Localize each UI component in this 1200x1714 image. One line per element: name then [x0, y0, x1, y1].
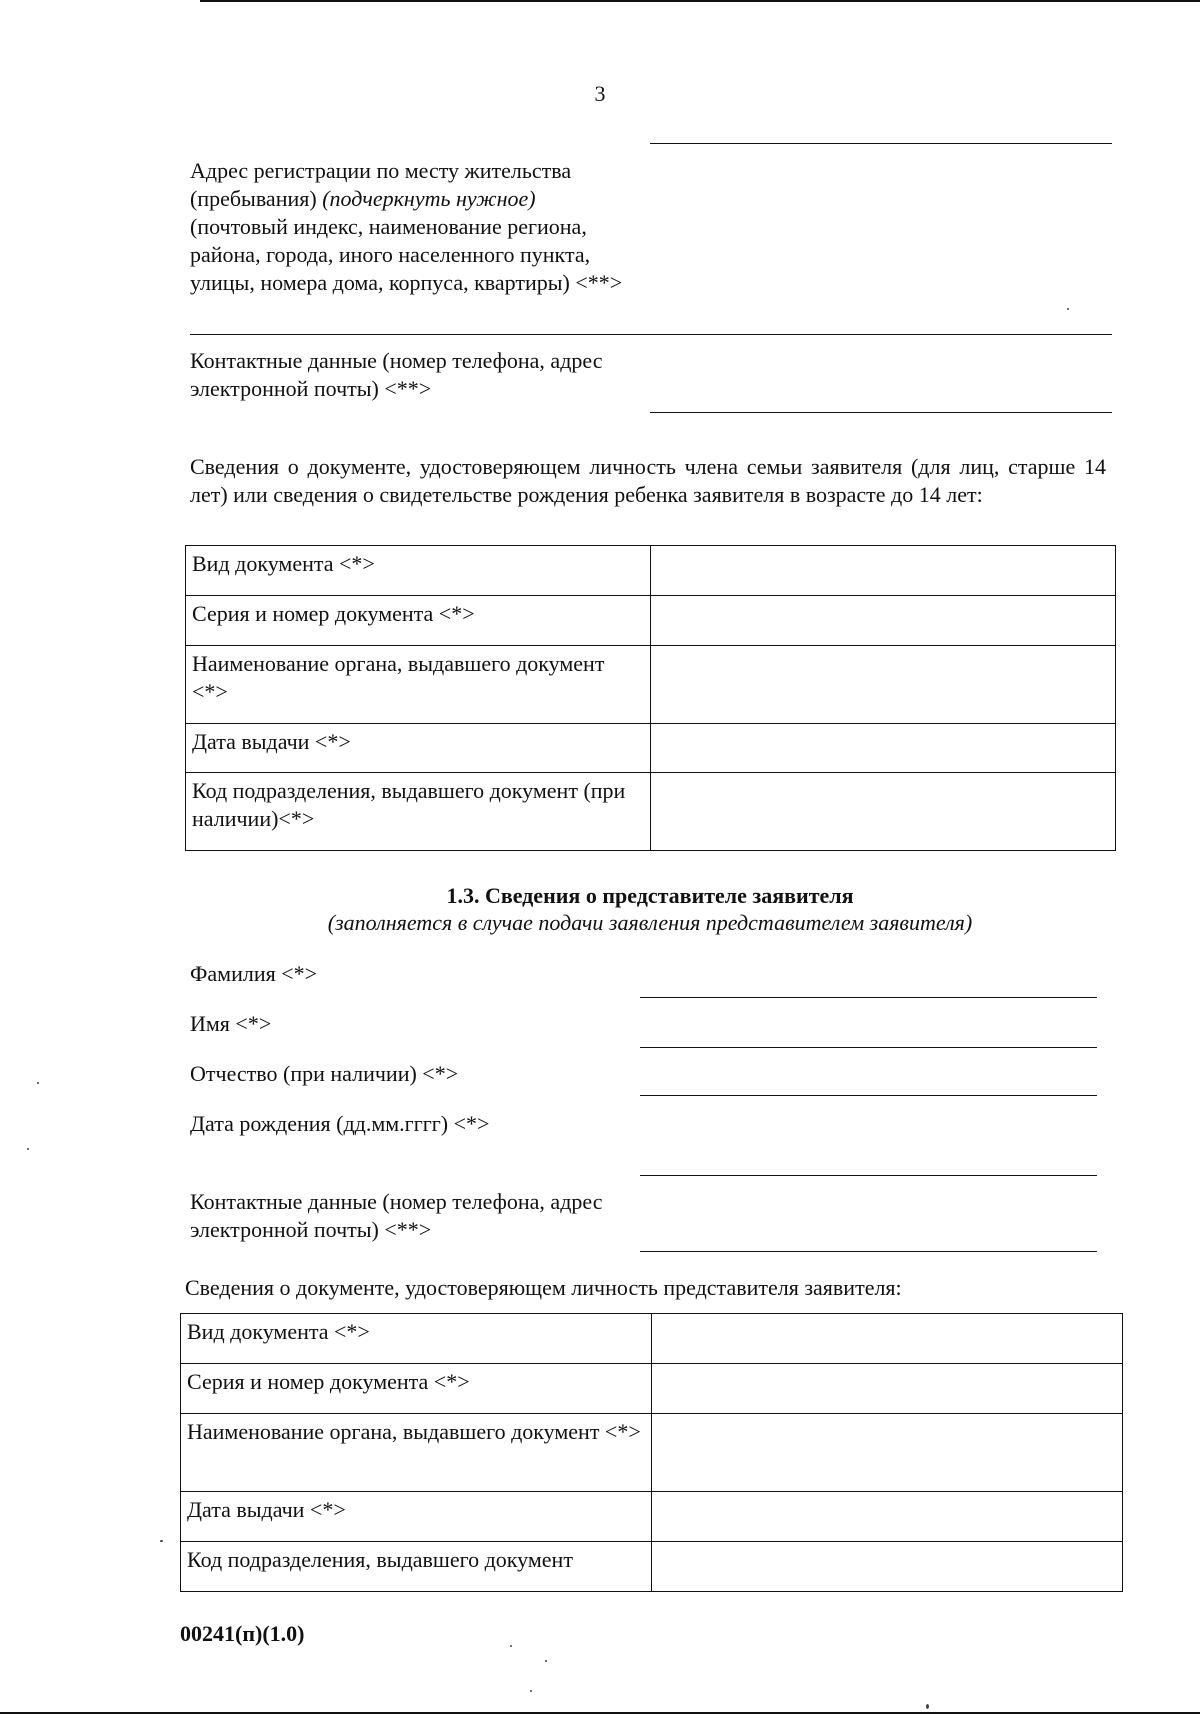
family-doc-value-type[interactable]	[651, 546, 1116, 596]
family-doc-value-date[interactable]	[651, 724, 1116, 773]
scan-speck	[530, 1690, 532, 1692]
family-doc-value-dept-code[interactable]	[651, 773, 1116, 851]
rep-doc-label-date: Дата выдачи <*>	[181, 1492, 652, 1542]
rep-doc-value-number[interactable]	[652, 1364, 1123, 1414]
form-code: 00241(п)(1.0)	[180, 1621, 305, 1646]
rep-name-line	[640, 1047, 1097, 1048]
table-row	[181, 1542, 1123, 1592]
registration-label-hint: (подчеркнуть нужное)	[322, 186, 536, 211]
family-doc-table	[185, 545, 1116, 851]
table-row	[181, 1364, 1123, 1414]
registration-label-line1: Адрес регистрации по месту жительства	[190, 158, 572, 183]
registration-label-line2	[190, 185, 630, 213]
family-doc-value-issuer[interactable]	[651, 646, 1116, 724]
rep-doc-value-dept-code[interactable]	[652, 1542, 1123, 1592]
scan-speck	[510, 1645, 512, 1647]
registration-label-line2-main: (пребывания)	[190, 186, 323, 211]
registration-label-rest: (почтовый индекс, наименование региона, района, города, иного населенного пункта, улицы, номера дома, корпуса, квартиры) <**>	[190, 214, 623, 295]
family-doc-label-type: Вид документа <*>	[186, 546, 651, 596]
table-row	[186, 773, 1116, 851]
table-row	[186, 596, 1116, 646]
rep-patronymic-line	[640, 1095, 1097, 1096]
contacts-family-answer-line	[650, 412, 1112, 413]
scan-speck	[926, 1704, 929, 1709]
table-row	[186, 646, 1116, 724]
rep-doc-label-type: Вид документа <*>	[181, 1314, 652, 1364]
page-number: 3	[594, 81, 606, 106]
table-row	[186, 546, 1116, 596]
rep-doc-value-date[interactable]	[652, 1492, 1123, 1542]
table-row	[186, 724, 1116, 773]
family-doc-label-dept-code: Код подразделения, выдавшего документ (при наличии)<*>	[186, 773, 651, 851]
rep-doc-label-issuer: Наименование органа, выдавшего документ <*>	[181, 1414, 652, 1492]
family-doc-label-number: Серия и номер документа <*>	[186, 596, 651, 646]
family-doc-label-issuer: Наименование органа, выдавшего документ <*>	[186, 646, 651, 724]
registration-address-label	[190, 157, 630, 297]
family-doc-intro: Сведения о документе, удостоверяющем личность члена семьи заявителя (для лиц, старше 14 лет) или сведения о свидетельстве рождения ребенка заявителя в возрасте до 14 лет:	[190, 454, 1106, 507]
rep-birth-date-line	[640, 1175, 1097, 1176]
scan-speck	[1067, 308, 1069, 310]
rep-contacts-label: Контактные данные (номер телефона, адрес электронной почты) <**>	[190, 1189, 603, 1242]
table-row	[181, 1414, 1123, 1492]
scan-top-edge	[200, 0, 1200, 2]
registration-answer-line-bottom	[190, 334, 1112, 335]
rep-name-label: Имя <*>	[190, 1011, 272, 1036]
rep-doc-table	[180, 1313, 1123, 1592]
rep-patronymic-label: Отчество (при наличии) <*>	[190, 1061, 459, 1086]
rep-doc-label-number: Серия и номер документа <*>	[181, 1364, 652, 1414]
scan-speck	[37, 1082, 39, 1084]
table-row	[181, 1492, 1123, 1542]
family-doc-value-number[interactable]	[651, 596, 1116, 646]
contacts-family-label: Контактные данные (номер телефона, адрес электронной почты) <**>	[190, 348, 603, 401]
rep-doc-value-issuer[interactable]	[652, 1414, 1123, 1492]
rep-doc-value-type[interactable]	[652, 1314, 1123, 1364]
scan-speck	[27, 1148, 29, 1150]
rep-surname-label: Фамилия <*>	[190, 961, 318, 986]
rep-surname-line	[640, 997, 1097, 998]
section-1-3-title: 1.3. Сведения о представителе заявителя	[446, 883, 854, 908]
section-1-3-subtitle: (заполняется в случае подачи заявления представителем заявителя)	[327, 910, 973, 935]
registration-answer-line-top	[650, 143, 1112, 144]
table-row	[181, 1314, 1123, 1364]
scan-speck	[160, 1540, 163, 1542]
scan-speck	[545, 1660, 547, 1662]
rep-birth-date-label: Дата рождения (дд.мм.гггг) <*>	[190, 1111, 490, 1136]
family-doc-label-date: Дата выдачи <*>	[186, 724, 651, 773]
rep-contacts-line	[640, 1251, 1097, 1252]
rep-doc-intro: Сведения о документе, удостоверяющем личность представителя заявителя:	[185, 1275, 902, 1300]
rep-doc-label-dept-code: Код подразделения, выдавшего документ	[181, 1542, 652, 1592]
